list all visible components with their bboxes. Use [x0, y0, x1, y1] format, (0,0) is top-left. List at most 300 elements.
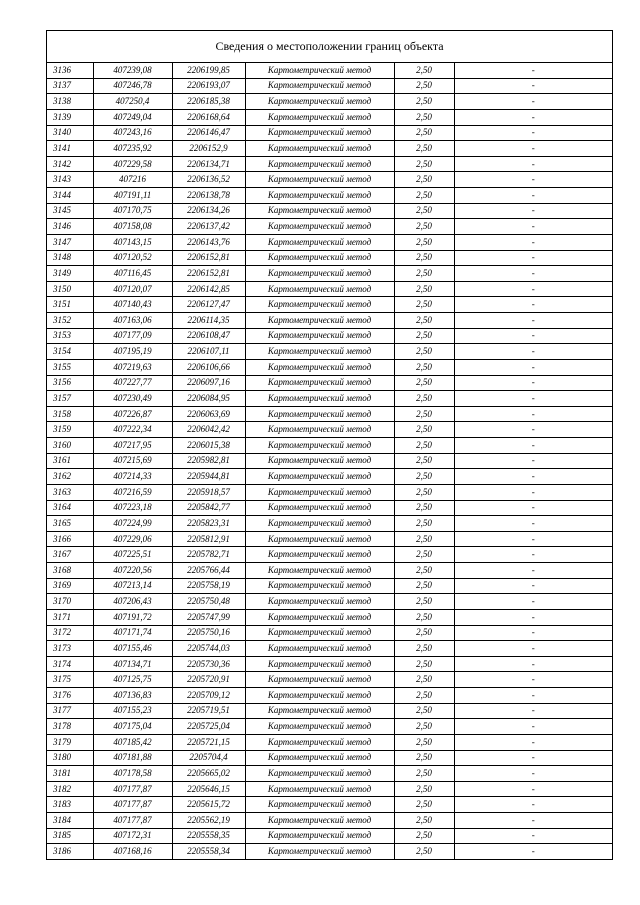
method-cell: Картометрический метод: [245, 703, 394, 719]
point-number-cell: 3139: [47, 109, 93, 125]
description-cell: -: [454, 328, 612, 344]
point-number-cell: 3170: [47, 594, 93, 610]
x-coordinate-cell: 407215,69: [93, 453, 172, 469]
accuracy-cell: 2,50: [394, 141, 454, 157]
method-cell: Картометрический метод: [245, 375, 394, 391]
table-row: [47, 625, 612, 641]
method-cell: Картометрический метод: [245, 422, 394, 438]
y-coordinate-cell: 2206137,42: [172, 219, 245, 235]
method-cell: Картометрический метод: [245, 625, 394, 641]
y-coordinate-cell: 2206143,76: [172, 234, 245, 250]
point-number-cell: 3185: [47, 828, 93, 844]
point-number-cell: 3175: [47, 672, 93, 688]
x-coordinate-cell: 407229,58: [93, 156, 172, 172]
accuracy-cell: 2,50: [394, 234, 454, 250]
accuracy-cell: 2,50: [394, 266, 454, 282]
table-row: [47, 813, 612, 829]
point-number-cell: 3158: [47, 406, 93, 422]
point-number-cell: 3156: [47, 375, 93, 391]
table-row: [47, 578, 612, 594]
table-row: [47, 344, 612, 360]
y-coordinate-cell: 2205709,12: [172, 688, 245, 704]
description-cell: -: [454, 203, 612, 219]
x-coordinate-cell: 407185,42: [93, 734, 172, 750]
y-coordinate-cell: 2206097,16: [172, 375, 245, 391]
method-cell: Картометрический метод: [245, 594, 394, 610]
y-coordinate-cell: 2205721,15: [172, 734, 245, 750]
point-number-cell: 3166: [47, 531, 93, 547]
table-row: [47, 328, 612, 344]
x-coordinate-cell: 407158,08: [93, 219, 172, 235]
description-cell: -: [454, 359, 612, 375]
x-coordinate-cell: 407225,51: [93, 547, 172, 563]
point-number-cell: 3137: [47, 78, 93, 94]
x-coordinate-cell: 407213,14: [93, 578, 172, 594]
x-coordinate-cell: 407172,31: [93, 828, 172, 844]
point-number-cell: 3142: [47, 156, 93, 172]
y-coordinate-cell: 2205646,15: [172, 781, 245, 797]
table-row: [47, 234, 612, 250]
accuracy-cell: 2,50: [394, 484, 454, 500]
method-cell: Картометрический метод: [245, 781, 394, 797]
y-coordinate-cell: 2206168,64: [172, 109, 245, 125]
accuracy-cell: 2,50: [394, 344, 454, 360]
method-cell: Картометрический метод: [245, 219, 394, 235]
x-coordinate-cell: 407120,07: [93, 281, 172, 297]
accuracy-cell: 2,50: [394, 734, 454, 750]
method-cell: Картометрический метод: [245, 406, 394, 422]
x-coordinate-cell: 407163,06: [93, 313, 172, 329]
table-row: [47, 78, 612, 94]
x-coordinate-cell: 407175,04: [93, 719, 172, 735]
x-coordinate-cell: 407239,08: [93, 63, 172, 78]
x-coordinate-cell: 407177,87: [93, 781, 172, 797]
method-cell: Картометрический метод: [245, 188, 394, 204]
description-cell: -: [454, 734, 612, 750]
x-coordinate-cell: 407226,87: [93, 406, 172, 422]
y-coordinate-cell: 2206084,95: [172, 391, 245, 407]
point-number-cell: 3138: [47, 94, 93, 110]
table-row: [47, 828, 612, 844]
point-number-cell: 3143: [47, 172, 93, 188]
x-coordinate-cell: 407177,09: [93, 328, 172, 344]
table-row: [47, 719, 612, 735]
y-coordinate-cell: 2206136,52: [172, 172, 245, 188]
y-coordinate-cell: 2206134,71: [172, 156, 245, 172]
y-coordinate-cell: 2205766,44: [172, 563, 245, 579]
method-cell: Картометрический метод: [245, 844, 394, 859]
description-cell: -: [454, 547, 612, 563]
y-coordinate-cell: 2206134,26: [172, 203, 245, 219]
method-cell: Картометрический метод: [245, 391, 394, 407]
description-cell: -: [454, 672, 612, 688]
point-number-cell: 3145: [47, 203, 93, 219]
x-coordinate-cell: 407116,45: [93, 266, 172, 282]
method-cell: Картометрический метод: [245, 813, 394, 829]
table-row: [47, 469, 612, 485]
accuracy-cell: 2,50: [394, 797, 454, 813]
method-cell: Картометрический метод: [245, 266, 394, 282]
method-cell: Картометрический метод: [245, 328, 394, 344]
table-row: [47, 781, 612, 797]
point-number-cell: 3167: [47, 547, 93, 563]
method-cell: Картометрический метод: [245, 688, 394, 704]
y-coordinate-cell: 2205665,02: [172, 766, 245, 782]
table-row: [47, 734, 612, 750]
point-number-cell: 3154: [47, 344, 93, 360]
point-number-cell: 3149: [47, 266, 93, 282]
description-cell: -: [454, 703, 612, 719]
table-row: [47, 766, 612, 782]
y-coordinate-cell: 2206152,81: [172, 250, 245, 266]
point-number-cell: 3147: [47, 234, 93, 250]
point-number-cell: 3152: [47, 313, 93, 329]
point-number-cell: 3159: [47, 422, 93, 438]
table-row: [47, 453, 612, 469]
table-row: [47, 375, 612, 391]
point-number-cell: 3168: [47, 563, 93, 579]
description-cell: -: [454, 156, 612, 172]
description-cell: -: [454, 797, 612, 813]
accuracy-cell: 2,50: [394, 578, 454, 594]
accuracy-cell: 2,50: [394, 422, 454, 438]
y-coordinate-cell: 2206042,42: [172, 422, 245, 438]
accuracy-cell: 2,50: [394, 469, 454, 485]
table-row: [47, 125, 612, 141]
accuracy-cell: 2,50: [394, 188, 454, 204]
method-cell: Картометрический метод: [245, 63, 394, 78]
table-row: [47, 391, 612, 407]
y-coordinate-cell: 2206108,47: [172, 328, 245, 344]
x-coordinate-cell: 407230,49: [93, 391, 172, 407]
method-cell: Картометрический метод: [245, 641, 394, 657]
description-cell: -: [454, 391, 612, 407]
y-coordinate-cell: 2206146,47: [172, 125, 245, 141]
y-coordinate-cell: 2205750,48: [172, 594, 245, 610]
description-cell: -: [454, 563, 612, 579]
accuracy-cell: 2,50: [394, 750, 454, 766]
method-cell: Картометрический метод: [245, 453, 394, 469]
point-number-cell: 3176: [47, 688, 93, 704]
y-coordinate-cell: 2206193,07: [172, 78, 245, 94]
y-coordinate-cell: 2205720,91: [172, 672, 245, 688]
y-coordinate-cell: 2206142,85: [172, 281, 245, 297]
point-number-cell: 3150: [47, 281, 93, 297]
accuracy-cell: 2,50: [394, 94, 454, 110]
point-number-cell: 3179: [47, 734, 93, 750]
x-coordinate-cell: 407220,56: [93, 563, 172, 579]
method-cell: Картометрический метод: [245, 484, 394, 500]
y-coordinate-cell: 2206107,11: [172, 344, 245, 360]
description-cell: -: [454, 656, 612, 672]
table-row: [47, 422, 612, 438]
accuracy-cell: 2,50: [394, 453, 454, 469]
x-coordinate-cell: 407222,34: [93, 422, 172, 438]
description-cell: -: [454, 578, 612, 594]
y-coordinate-cell: 2205982,81: [172, 453, 245, 469]
boundary-table-sheet: [46, 30, 613, 860]
method-cell: Картометрический метод: [245, 172, 394, 188]
y-coordinate-cell: 2205944,81: [172, 469, 245, 485]
accuracy-cell: 2,50: [394, 297, 454, 313]
y-coordinate-cell: 2205918,57: [172, 484, 245, 500]
point-number-cell: 3180: [47, 750, 93, 766]
y-coordinate-cell: 2205758,19: [172, 578, 245, 594]
method-cell: Картометрический метод: [245, 250, 394, 266]
point-number-cell: 3171: [47, 609, 93, 625]
method-cell: Картометрический метод: [245, 438, 394, 454]
coordinates-table: [47, 63, 612, 859]
accuracy-cell: 2,50: [394, 609, 454, 625]
y-coordinate-cell: 2205719,51: [172, 703, 245, 719]
y-coordinate-cell: 2205747,99: [172, 609, 245, 625]
x-coordinate-cell: 407136,83: [93, 688, 172, 704]
x-coordinate-cell: 407223,18: [93, 500, 172, 516]
x-coordinate-cell: 407171,74: [93, 625, 172, 641]
x-coordinate-cell: 407134,71: [93, 656, 172, 672]
point-number-cell: 3174: [47, 656, 93, 672]
point-number-cell: 3177: [47, 703, 93, 719]
description-cell: -: [454, 78, 612, 94]
accuracy-cell: 2,50: [394, 78, 454, 94]
accuracy-cell: 2,50: [394, 828, 454, 844]
y-coordinate-cell: 2205782,71: [172, 547, 245, 563]
table-row: [47, 203, 612, 219]
point-number-cell: 3169: [47, 578, 93, 594]
description-cell: -: [454, 781, 612, 797]
table-row: [47, 250, 612, 266]
accuracy-cell: 2,50: [394, 625, 454, 641]
description-cell: -: [454, 766, 612, 782]
x-coordinate-cell: 407155,46: [93, 641, 172, 657]
y-coordinate-cell: 2205704,4: [172, 750, 245, 766]
method-cell: Картометрический метод: [245, 344, 394, 360]
x-coordinate-cell: 407181,88: [93, 750, 172, 766]
method-cell: Картометрический метод: [245, 281, 394, 297]
point-number-cell: 3161: [47, 453, 93, 469]
y-coordinate-cell: 2205725,04: [172, 719, 245, 735]
x-coordinate-cell: 407249,04: [93, 109, 172, 125]
description-cell: -: [454, 609, 612, 625]
description-cell: -: [454, 516, 612, 532]
description-cell: -: [454, 313, 612, 329]
point-number-cell: 3162: [47, 469, 93, 485]
description-cell: -: [454, 813, 612, 829]
description-cell: -: [454, 844, 612, 859]
accuracy-cell: 2,50: [394, 375, 454, 391]
point-number-cell: 3186: [47, 844, 93, 859]
accuracy-cell: 2,50: [394, 516, 454, 532]
method-cell: Картометрический метод: [245, 234, 394, 250]
method-cell: Картометрический метод: [245, 797, 394, 813]
method-cell: Картометрический метод: [245, 94, 394, 110]
method-cell: Картометрический метод: [245, 109, 394, 125]
method-cell: Картометрический метод: [245, 609, 394, 625]
method-cell: Картометрический метод: [245, 500, 394, 516]
y-coordinate-cell: 2205842,77: [172, 500, 245, 516]
y-coordinate-cell: 2205812,91: [172, 531, 245, 547]
description-cell: -: [454, 625, 612, 641]
x-coordinate-cell: 407214,33: [93, 469, 172, 485]
method-cell: Картометрический метод: [245, 734, 394, 750]
description-cell: -: [454, 94, 612, 110]
accuracy-cell: 2,50: [394, 203, 454, 219]
accuracy-cell: 2,50: [394, 156, 454, 172]
accuracy-cell: 2,50: [394, 656, 454, 672]
method-cell: Картометрический метод: [245, 656, 394, 672]
table-row: [47, 563, 612, 579]
table-row: [47, 266, 612, 282]
description-cell: -: [454, 375, 612, 391]
table-title: Сведения о местоположении границ объекта: [47, 31, 612, 63]
point-number-cell: 3141: [47, 141, 93, 157]
accuracy-cell: 2,50: [394, 672, 454, 688]
y-coordinate-cell: 2206185,38: [172, 94, 245, 110]
table-row: [47, 94, 612, 110]
description-cell: -: [454, 422, 612, 438]
description-cell: -: [454, 641, 612, 657]
accuracy-cell: 2,50: [394, 359, 454, 375]
description-cell: -: [454, 234, 612, 250]
table-row: [47, 609, 612, 625]
y-coordinate-cell: 2206063,69: [172, 406, 245, 422]
method-cell: Картометрический метод: [245, 672, 394, 688]
point-number-cell: 3184: [47, 813, 93, 829]
method-cell: Картометрический метод: [245, 531, 394, 547]
description-cell: -: [454, 828, 612, 844]
point-number-cell: 3182: [47, 781, 93, 797]
table-row: [47, 484, 612, 500]
y-coordinate-cell: 2205744,03: [172, 641, 245, 657]
description-cell: -: [454, 266, 612, 282]
y-coordinate-cell: 2205615,72: [172, 797, 245, 813]
point-number-cell: 3151: [47, 297, 93, 313]
table-row: [47, 844, 612, 859]
accuracy-cell: 2,50: [394, 500, 454, 516]
table-row: [47, 703, 612, 719]
method-cell: Картометрический метод: [245, 750, 394, 766]
method-cell: Картометрический метод: [245, 359, 394, 375]
accuracy-cell: 2,50: [394, 594, 454, 610]
method-cell: Картометрический метод: [245, 766, 394, 782]
table-row: [47, 281, 612, 297]
accuracy-cell: 2,50: [394, 531, 454, 547]
point-number-cell: 3178: [47, 719, 93, 735]
x-coordinate-cell: 407243,16: [93, 125, 172, 141]
x-coordinate-cell: 407216,59: [93, 484, 172, 500]
table-row: [47, 797, 612, 813]
method-cell: Картометрический метод: [245, 141, 394, 157]
accuracy-cell: 2,50: [394, 125, 454, 141]
description-cell: -: [454, 172, 612, 188]
method-cell: Картометрический метод: [245, 297, 394, 313]
table-row: [47, 219, 612, 235]
x-coordinate-cell: 407216: [93, 172, 172, 188]
description-cell: -: [454, 344, 612, 360]
method-cell: Картометрический метод: [245, 547, 394, 563]
table-row: [47, 656, 612, 672]
y-coordinate-cell: 2206106,66: [172, 359, 245, 375]
y-coordinate-cell: 2206114,35: [172, 313, 245, 329]
x-coordinate-cell: 407246,78: [93, 78, 172, 94]
x-coordinate-cell: 407217,95: [93, 438, 172, 454]
x-coordinate-cell: 407125,75: [93, 672, 172, 688]
x-coordinate-cell: 407250,4: [93, 94, 172, 110]
y-coordinate-cell: 2206152,81: [172, 266, 245, 282]
point-number-cell: 3172: [47, 625, 93, 641]
point-number-cell: 3160: [47, 438, 93, 454]
method-cell: Картометрический метод: [245, 563, 394, 579]
accuracy-cell: 2,50: [394, 547, 454, 563]
x-coordinate-cell: 407224,99: [93, 516, 172, 532]
accuracy-cell: 2,50: [394, 688, 454, 704]
y-coordinate-cell: 2205750,16: [172, 625, 245, 641]
accuracy-cell: 2,50: [394, 641, 454, 657]
table-row: [47, 63, 612, 78]
description-cell: -: [454, 453, 612, 469]
table-row: [47, 313, 612, 329]
accuracy-cell: 2,50: [394, 219, 454, 235]
description-cell: -: [454, 141, 612, 157]
point-number-cell: 3136: [47, 63, 93, 78]
description-cell: -: [454, 219, 612, 235]
accuracy-cell: 2,50: [394, 766, 454, 782]
description-cell: -: [454, 63, 612, 78]
method-cell: Картометрический метод: [245, 828, 394, 844]
table-row: [47, 172, 612, 188]
point-number-cell: 3173: [47, 641, 93, 657]
table-row: [47, 594, 612, 610]
table-row: [47, 438, 612, 454]
method-cell: Картометрический метод: [245, 203, 394, 219]
method-cell: Картометрический метод: [245, 125, 394, 141]
accuracy-cell: 2,50: [394, 438, 454, 454]
accuracy-cell: 2,50: [394, 781, 454, 797]
table-row: [47, 359, 612, 375]
point-number-cell: 3146: [47, 219, 93, 235]
point-number-cell: 3163: [47, 484, 93, 500]
point-number-cell: 3164: [47, 500, 93, 516]
point-number-cell: 3144: [47, 188, 93, 204]
description-cell: -: [454, 406, 612, 422]
point-number-cell: 3165: [47, 516, 93, 532]
point-number-cell: 3157: [47, 391, 93, 407]
method-cell: Картометрический метод: [245, 156, 394, 172]
table-row: [47, 641, 612, 657]
x-coordinate-cell: 407170,75: [93, 203, 172, 219]
description-cell: -: [454, 500, 612, 516]
y-coordinate-cell: 2205558,35: [172, 828, 245, 844]
x-coordinate-cell: 407178,58: [93, 766, 172, 782]
description-cell: -: [454, 484, 612, 500]
table-row: [47, 141, 612, 157]
x-coordinate-cell: 407140,43: [93, 297, 172, 313]
x-coordinate-cell: 407195,19: [93, 344, 172, 360]
x-coordinate-cell: 407191,11: [93, 188, 172, 204]
x-coordinate-cell: 407177,87: [93, 813, 172, 829]
table-row: [47, 188, 612, 204]
accuracy-cell: 2,50: [394, 813, 454, 829]
accuracy-cell: 2,50: [394, 406, 454, 422]
x-coordinate-cell: 407219,63: [93, 359, 172, 375]
point-number-cell: 3140: [47, 125, 93, 141]
accuracy-cell: 2,50: [394, 391, 454, 407]
accuracy-cell: 2,50: [394, 328, 454, 344]
accuracy-cell: 2,50: [394, 250, 454, 266]
y-coordinate-cell: 2205562,19: [172, 813, 245, 829]
x-coordinate-cell: 407235,92: [93, 141, 172, 157]
method-cell: Картометрический метод: [245, 313, 394, 329]
